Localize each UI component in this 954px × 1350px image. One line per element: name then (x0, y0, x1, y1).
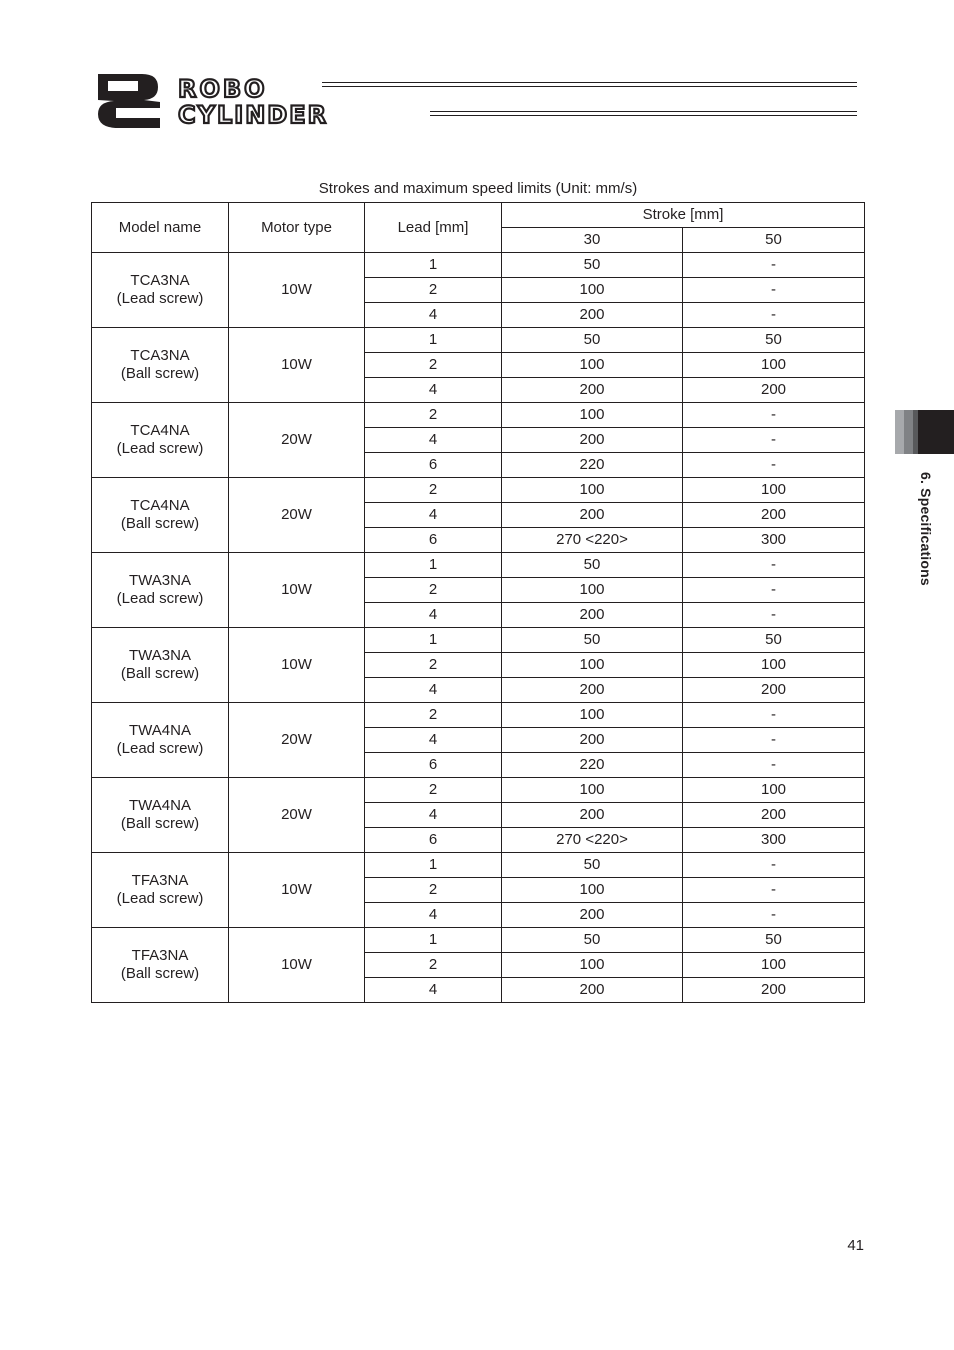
model-name-cell (92, 478, 229, 553)
speed-stroke-30-cell: 200 (502, 803, 683, 828)
speed-stroke-50-cell: 200 (683, 503, 865, 528)
speed-stroke-30-cell: 270 <220> (502, 828, 683, 853)
speed-stroke-50-cell: - (683, 453, 865, 478)
speed-stroke-50-cell: - (683, 278, 865, 303)
speed-stroke-50-cell: 100 (683, 653, 865, 678)
speed-stroke-30-cell: 100 (502, 778, 683, 803)
speed-stroke-50-cell: - (683, 553, 865, 578)
header-rule (322, 86, 857, 87)
header-lead: Lead [mm] (365, 203, 502, 253)
speed-stroke-50-cell: - (683, 603, 865, 628)
motor-type-cell: 10W (229, 253, 365, 328)
speed-stroke-30-cell: 200 (502, 728, 683, 753)
header-model-name: Model name (92, 203, 229, 253)
motor-type-cell: 20W (229, 703, 365, 778)
speed-stroke-30-cell: 50 (502, 328, 683, 353)
lead-cell: 2 (365, 478, 502, 503)
speed-stroke-30-cell: 100 (502, 578, 683, 603)
screw-type: (Ball screw) (120, 815, 200, 832)
table-header-row (92, 203, 865, 228)
motor-type-cell: 10W (229, 328, 365, 403)
chapter-side-label: 6. Specifications (918, 472, 934, 586)
motor-type-cell: 20W (229, 403, 365, 478)
motor-type-cell: 10W (229, 628, 365, 703)
speed-stroke-50-cell: - (683, 903, 865, 928)
lead-cell: 4 (365, 303, 502, 328)
screw-type: (Lead screw) (116, 440, 204, 457)
model-name: TWA4NA (129, 797, 191, 814)
speed-stroke-30-cell: 220 (502, 453, 683, 478)
table-row (92, 478, 865, 503)
speed-stroke-50-cell: 50 (683, 328, 865, 353)
speed-stroke-50-cell: 200 (683, 678, 865, 703)
screw-type: (Lead screw) (116, 890, 204, 907)
table-body (92, 253, 865, 1003)
speed-stroke-30-cell: 100 (502, 278, 683, 303)
model-name: TWA3NA (129, 572, 191, 589)
table-row (92, 403, 865, 428)
speed-stroke-50-cell: 200 (683, 803, 865, 828)
lead-cell: 2 (365, 353, 502, 378)
header-rule (322, 82, 857, 83)
speed-stroke-50-cell: 100 (683, 478, 865, 503)
speed-stroke-50-cell: - (683, 728, 865, 753)
lead-cell: 4 (365, 903, 502, 928)
model-name: TFA3NA (131, 872, 189, 889)
logo-line-1: ROBO (178, 75, 268, 103)
lead-cell: 1 (365, 328, 502, 353)
logo-line-2: CYLINDER (178, 101, 329, 128)
speed-stroke-30-cell: 200 (502, 378, 683, 403)
lead-cell: 2 (365, 703, 502, 728)
motor-type-cell: 20W (229, 778, 365, 853)
speed-stroke-30-cell: 100 (502, 703, 683, 728)
chapter-tab-marker (895, 410, 954, 454)
model-name-cell (92, 703, 229, 778)
table-row (92, 253, 865, 278)
rc-logo-mark-icon (98, 74, 160, 128)
speed-stroke-30-cell: 200 (502, 303, 683, 328)
model-name-cell (92, 928, 229, 1003)
speed-stroke-30-cell: 100 (502, 478, 683, 503)
lead-cell: 4 (365, 503, 502, 528)
header-rule (430, 115, 857, 116)
speed-stroke-30-cell: 200 (502, 903, 683, 928)
lead-cell: 6 (365, 828, 502, 853)
table-row (92, 703, 865, 728)
model-name-cell (92, 328, 229, 403)
lead-cell: 2 (365, 403, 502, 428)
table-row (92, 628, 865, 653)
screw-type: (Ball screw) (120, 965, 200, 982)
lead-cell: 6 (365, 528, 502, 553)
speed-stroke-50-cell: 50 (683, 628, 865, 653)
screw-type: (Ball screw) (120, 665, 200, 682)
lead-cell: 1 (365, 253, 502, 278)
speed-stroke-50-cell: - (683, 578, 865, 603)
speed-stroke-30-cell: 200 (502, 678, 683, 703)
lead-cell: 4 (365, 678, 502, 703)
header-stroke-30: 30 (502, 228, 683, 253)
speed-stroke-50-cell: - (683, 428, 865, 453)
model-name-cell (92, 253, 229, 328)
lead-cell: 2 (365, 653, 502, 678)
lead-cell: 4 (365, 803, 502, 828)
motor-type-cell: 20W (229, 478, 365, 553)
speed-stroke-50-cell: - (683, 878, 865, 903)
speed-stroke-50-cell: 200 (683, 378, 865, 403)
speed-stroke-30-cell: 50 (502, 253, 683, 278)
header-motor-type: Motor type (229, 203, 365, 253)
lead-cell: 6 (365, 453, 502, 478)
speed-stroke-50-cell: - (683, 853, 865, 878)
lead-cell: 6 (365, 753, 502, 778)
header-stroke-50: 50 (683, 228, 865, 253)
speed-stroke-50-cell: 300 (683, 528, 865, 553)
speed-stroke-50-cell: - (683, 253, 865, 278)
speed-stroke-50-cell: 100 (683, 353, 865, 378)
model-name-cell (92, 403, 229, 478)
screw-type: (Ball screw) (120, 515, 200, 532)
speed-stroke-30-cell: 200 (502, 603, 683, 628)
model-name: TCA4NA (130, 422, 190, 439)
lead-cell: 1 (365, 928, 502, 953)
table-row (92, 928, 865, 953)
speed-stroke-30-cell: 100 (502, 953, 683, 978)
header-rule (430, 111, 857, 112)
motor-type-cell: 10W (229, 553, 365, 628)
table-row (92, 553, 865, 578)
model-name: TCA3NA (130, 347, 190, 364)
speed-stroke-50-cell: - (683, 403, 865, 428)
table-row (92, 778, 865, 803)
speed-stroke-30-cell: 220 (502, 753, 683, 778)
speed-stroke-30-cell: 100 (502, 353, 683, 378)
model-name-cell (92, 553, 229, 628)
screw-type: (Lead screw) (116, 290, 204, 307)
speed-stroke-30-cell: 200 (502, 978, 683, 1003)
model-name-cell (92, 628, 229, 703)
lead-cell: 1 (365, 628, 502, 653)
table-row (92, 328, 865, 353)
stroke-speed-table (91, 202, 865, 1003)
speed-stroke-30-cell: 50 (502, 628, 683, 653)
speed-stroke-50-cell: - (683, 303, 865, 328)
lead-cell: 4 (365, 378, 502, 403)
model-name-cell (92, 853, 229, 928)
table-row (92, 853, 865, 878)
model-name: TFA3NA (131, 947, 189, 964)
lead-cell: 2 (365, 278, 502, 303)
speed-stroke-30-cell: 270 <220> (502, 528, 683, 553)
speed-stroke-50-cell: 200 (683, 978, 865, 1003)
speed-stroke-50-cell: 300 (683, 828, 865, 853)
model-name: TCA4NA (130, 497, 190, 514)
lead-cell: 1 (365, 553, 502, 578)
page-number: 41 (847, 1237, 864, 1254)
speed-stroke-30-cell: 50 (502, 853, 683, 878)
speed-stroke-30-cell: 50 (502, 928, 683, 953)
lead-cell: 4 (365, 728, 502, 753)
speed-stroke-30-cell: 200 (502, 428, 683, 453)
motor-type-cell: 10W (229, 928, 365, 1003)
lead-cell: 2 (365, 778, 502, 803)
table-caption: Strokes and maximum speed limits (Unit: mm/s) (318, 180, 638, 197)
speed-stroke-30-cell: 100 (502, 878, 683, 903)
speed-stroke-50-cell: 100 (683, 953, 865, 978)
speed-stroke-30-cell: 100 (502, 653, 683, 678)
model-name: TWA3NA (129, 647, 191, 664)
screw-type: (Lead screw) (116, 740, 204, 757)
speed-stroke-50-cell: 50 (683, 928, 865, 953)
header-stroke: Stroke [mm] (502, 203, 865, 228)
speed-stroke-50-cell: - (683, 703, 865, 728)
screw-type: (Ball screw) (120, 365, 200, 382)
speed-stroke-30-cell: 100 (502, 403, 683, 428)
speed-stroke-50-cell: 100 (683, 778, 865, 803)
model-name: TCA3NA (130, 272, 190, 289)
speed-stroke-30-cell: 200 (502, 503, 683, 528)
lead-cell: 2 (365, 578, 502, 603)
speed-stroke-50-cell: - (683, 753, 865, 778)
motor-type-cell: 10W (229, 853, 365, 928)
speed-stroke-30-cell: 50 (502, 553, 683, 578)
model-name-cell (92, 778, 229, 853)
screw-type: (Lead screw) (116, 590, 204, 607)
model-name: TWA4NA (129, 722, 191, 739)
robo-cylinder-logo (96, 72, 436, 128)
lead-cell: 2 (365, 953, 502, 978)
lead-cell: 4 (365, 428, 502, 453)
lead-cell: 1 (365, 853, 502, 878)
lead-cell: 2 (365, 878, 502, 903)
lead-cell: 4 (365, 978, 502, 1003)
lead-cell: 4 (365, 603, 502, 628)
